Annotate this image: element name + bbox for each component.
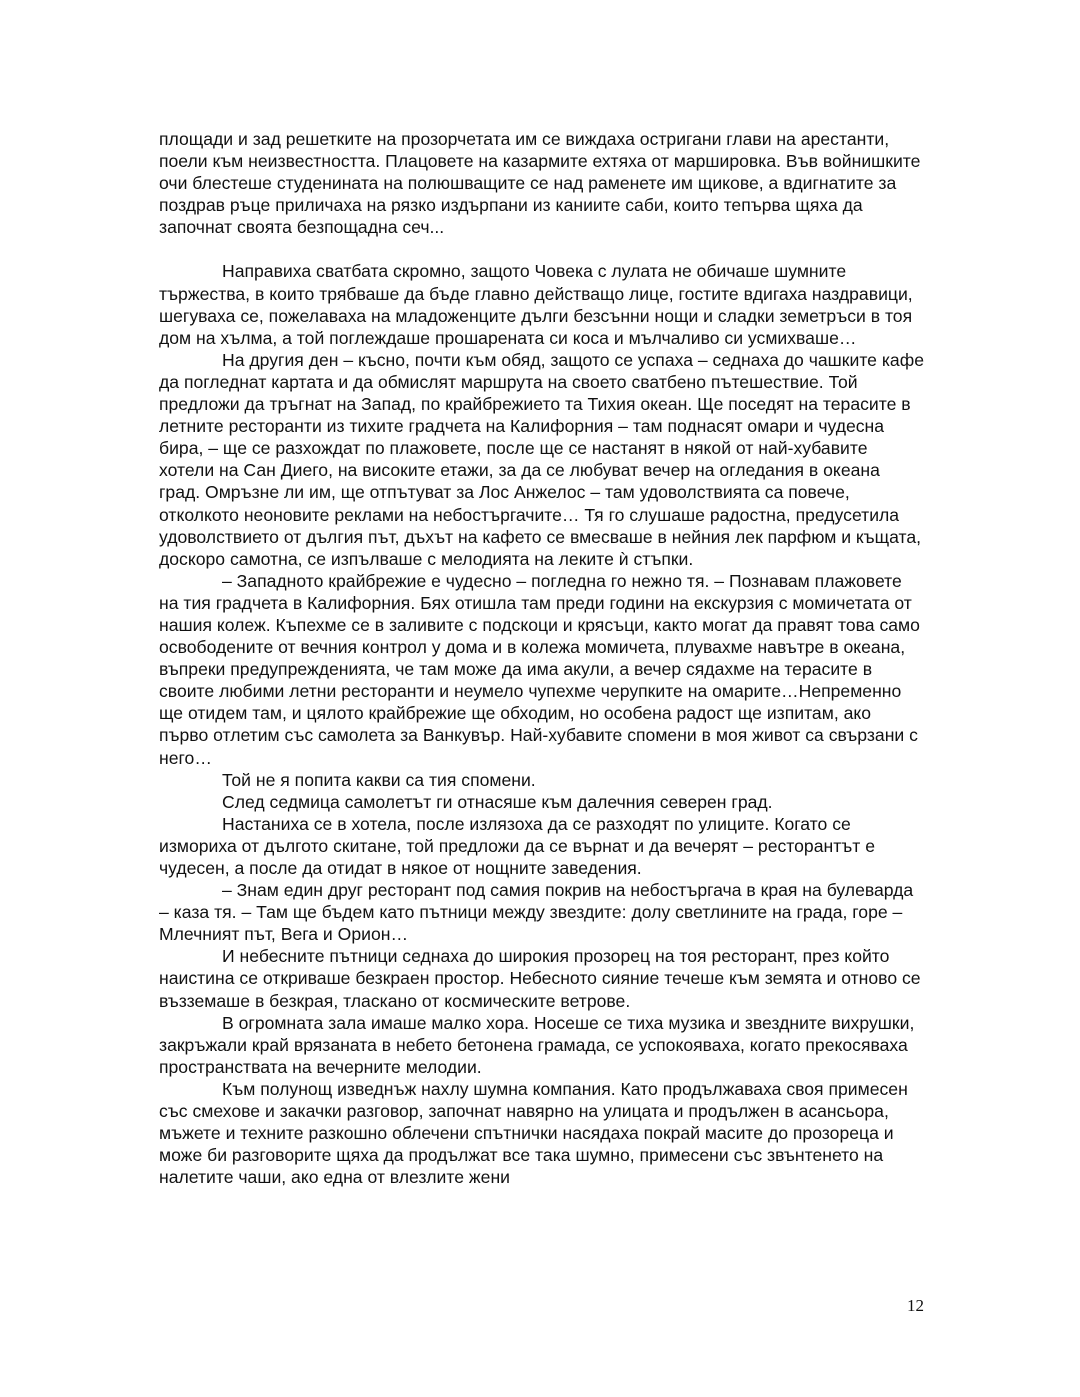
page-number: 12: [907, 1296, 924, 1315]
paragraph-9: И небесните пътници седнаха до широкия прозорец на тоя ресторант, през който наистина се откриваше безкраен простор. Небесното сияние течеше към земята и отново се възземаше в безкрая, тласкано от космическите ветрове.: [159, 946, 921, 1011]
paragraph-2: Направиха сватбата скромно, защото Човека с лулата не обичаше шумните тържества, в които трябваше да бъде главно действащо лице, гостите вдигаха наздравици, шегуваха се, пожелаваха на младоженците дълги безсънни нощи и сладки земетръси в тоя дом на хълма, а той поглеждаше прошарената си коса и мълчаливо си усмихваше…: [159, 261, 913, 348]
paragraph-3: На другия ден – късно, почти към обяд, защото се успаха – седнаха до чашките кафе да погледнат картата и да обмислят маршрута на своето сватбено пътешествие. Той предложи да тръгнат на Запад, по крайбрежието та Тихия океан. Ще поседят на терасите в летните ресторанти из тихите градчета на Калифорния – там поднасят омари и чудесна бира, – ще се разхождат по плажовете, после ще се настанят в някой от най-хубавите хотели на Сан Диего, на високите етажи, за да се любуват вечер на огледания в океана град. Омръзне ли им, ще отпътуват за Лос Анжелос – там удоволствията са повече, отколкото неоновите реклами на небостъргачите… Тя го слушаше радостна, предусетила удоволствието от дългия път, дъхът на кафето се вмесваше в нейния лек парфюм и къщата, доскоро самотна, се изпълваше с мелодията на леките ѝ стъпки.: [159, 349, 924, 569]
paragraph-11: Към полунощ изведнъж нахлу шумна компания. Като продължаваха своя примесен със смехове и закачки разговор, започнат навярно на улицата и продължен в асансьора, мъжете и техните разкошно облечени спътнички насядаха покрай масите до прозореца и може би разговорите щяха да продължат все така шумно, примесени със звънтенето на налетите чаши, ако една от влезлите жени: [159, 1078, 908, 1188]
paragraph-5: Той не я попита какви са тия спомени.: [222, 769, 536, 790]
paragraph-6: След седмица самолетът ги отнасяше към далечния северен град.: [222, 791, 773, 812]
paragraph-8: – Знам един друг ресторант под самия покрив на небостъргача в края на булеварда – каза тя. – Там ще бъдем като пътници между звездите: долу светлините на града, горе – Млечният път, Вега и Орион…: [159, 880, 914, 945]
paragraph-1: площади и зад решетките на прозорчетата им се виждаха остригани глави на арестанти, поели към неизвестността. Плацовете на казармите ехтяха от маршировка. Във войнишките очи блестеше студенината на полюшващите се над раменете им щикове, а вдигнатите за поздрав ръце приличаха на рязко издърпани из каниите саби, които тепърва щяха да започнат своята безпощадна сеч...: [159, 129, 921, 238]
paragraph-10: В огромната зала имаше малко хора. Носеше се тиха музика и звездните вихрушки, закръжали край врязаната в небето бетонена грамада, се успокояваха, когато прекосяваха пространствата на вечерните мелодии.: [159, 1012, 915, 1077]
paragraph-7: Настаниха се в хотела, после излязоха да се разходят по улиците. Когато се измориха от дългото скитане, той предложи да се върнат и да вечерят – ресторантът е чудесен, а после да отидат в някое от нощните заведения.: [159, 813, 876, 878]
body-text: [159, 128, 925, 1188]
paragraph-4: – Западното крайбрежие е чудесно – погледна го нежно тя. – Познавам плажовете на тия градчета в Калифорния. Бях отишла там преди години на екскурзия с момичетата от нашия колеж. Къпехме се в заливите с подскоци и крясъци, както могат да правят това само освободените от вечния контрол у дома и в колежа момичета, плувахме навътре в океана, въпреки предупрежденията, че там може да има акули, а вечер сядахме на терасите в своите любими летни ресторанти и неумело чупехме черупките на омарите…Непременно ще отидем там, и цялото крайбрежие ще обходим, но особена радост ще изпитам, ако първо отлетим със самолета за Ванкувър. Най-хубавите спомени в моя живот са свързани с него…: [159, 570, 920, 768]
